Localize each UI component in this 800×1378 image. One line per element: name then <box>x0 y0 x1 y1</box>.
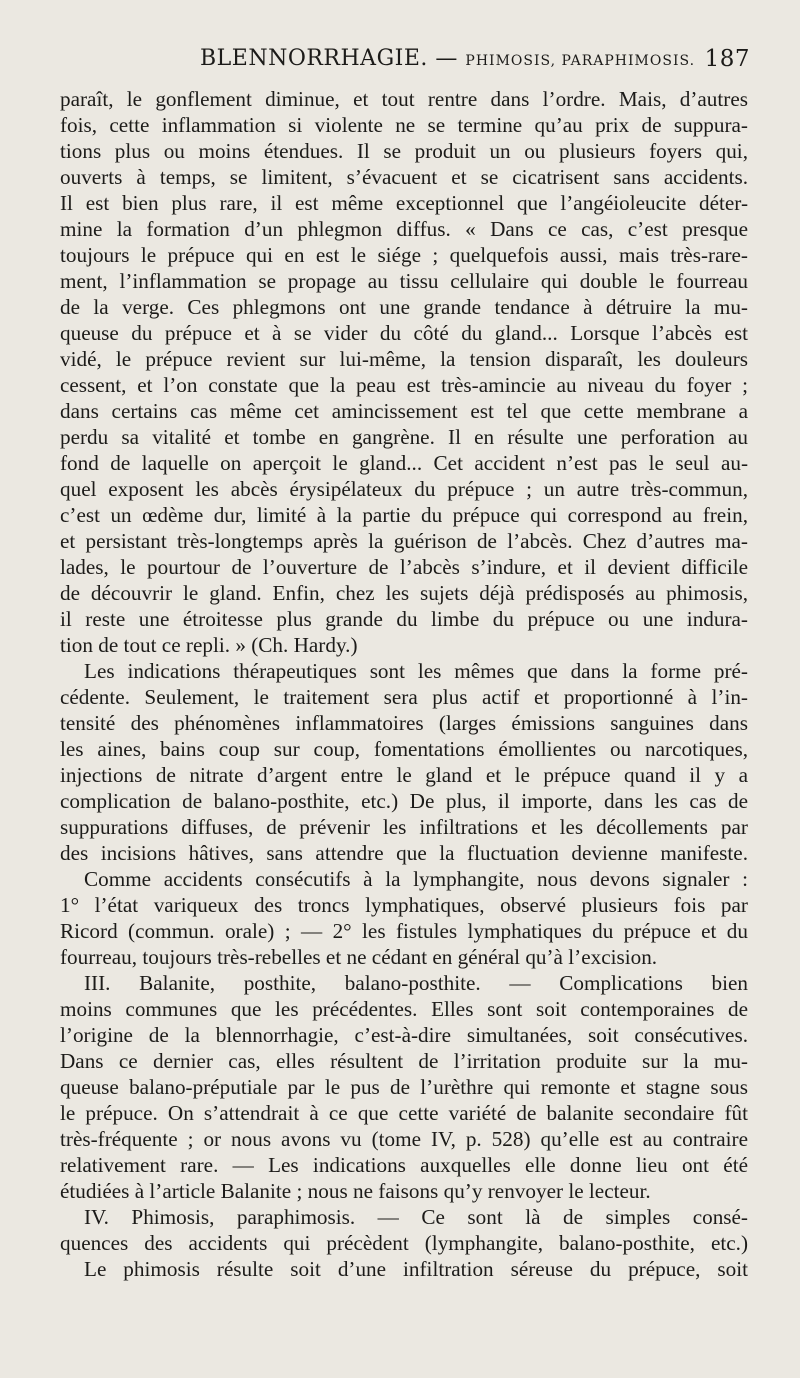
text-line: III. Balanite, posthite, balano-posthite. — Complications bien <box>84 971 748 995</box>
header-subtitle: PHIMOSIS, PARAPHIMOSIS. <box>465 53 696 69</box>
body-text <box>60 86 748 1282</box>
text-line: les aines, bains coup sur coup, fomentations émollientes ou narcotiques, <box>60 737 748 761</box>
text-line: de la verge. Ces phlegmons ont une grande tendance à détruire la mu- <box>60 295 748 319</box>
text-line: lades, le pourtour de l’ouverture de l’abcès s’indure, et il devient difficile <box>60 555 748 579</box>
header-dash: — <box>435 46 458 71</box>
text-line: cessent, et l’on constate que la peau est très-amincie au niveau du foyer ; <box>60 373 748 397</box>
text-line: ment, l’inflammation se propage au tissu cellulaire qui double le fourreau <box>60 269 748 293</box>
header-title: BLENNORRHAGIE. <box>200 46 428 71</box>
page-number: 187 <box>704 46 750 72</box>
text-line: dans certains cas même cet amincissement est tel que cette membrane a <box>60 399 748 423</box>
running-header <box>60 46 750 78</box>
text-line: injections de nitrate d’argent entre le gland et le prépuce quand il y a <box>60 763 748 787</box>
text-line: tions plus ou moins étendues. Il se produit un ou plusieurs foyers qui, <box>60 139 748 163</box>
text-line: toujours le prépuce qui en est le siége ; quelquefois aussi, mais très-rare- <box>60 243 748 267</box>
text-line: mine la formation d’un phlegmon diffus. « Dans ce cas, c’est presque <box>60 217 748 241</box>
text-line: Il est bien plus rare, il est même exceptionnel que l’angéioleucite déter- <box>60 191 748 215</box>
text-line: cédente. Seulement, le traitement sera plus actif et proportionné à l’in- <box>60 685 748 709</box>
text-line: il reste une étroitesse plus grande du limbe du prépuce ou une indura- <box>60 607 748 631</box>
text-line: tion de tout ce repli. » (Ch. Hardy.) <box>60 633 358 657</box>
text-line: perdu sa vitalité et tombe en gangrène. Il en résulte une perforation au <box>60 425 748 449</box>
text-line: complication de balano-posthite, etc.) De plus, il importe, dans les cas de <box>60 789 748 813</box>
text-line: fond de laquelle on aperçoit le gland... Cet accident n’est pas le seul au- <box>60 451 748 475</box>
text-line: queuse du prépuce et à se vider du côté du gland... Lorsque l’abcès est <box>60 321 748 345</box>
text-line: tensité des phénomènes inflammatoires (larges émissions sanguines dans <box>60 711 748 735</box>
text-line: de découvrir le gland. Enfin, chez les sujets déjà prédisposés au phimosis, <box>60 581 748 605</box>
text-line: le prépuce. On s’attendrait à ce que cette variété de balanite secondaire fût <box>60 1101 748 1125</box>
header-title-group <box>200 46 695 71</box>
text-line: étudiées à l’article Balanite ; nous ne faisons qu’y renvoyer le lecteur. <box>60 1179 651 1203</box>
text-line: Ricord (commun. orale) ; — 2° les fistules lymphatiques du prépuce et du <box>60 919 748 943</box>
text-line: fois, cette inflammation si violente ne se termine qu’au prix de suppura- <box>60 113 748 137</box>
text-line: fourreau, toujours très-rebelles et ne cédant en général qu’à l’excision. <box>60 945 658 969</box>
text-line: relativement rare. — Les indications auxquelles elle donne lieu ont été <box>60 1153 748 1177</box>
text-line: quences des accidents qui précèdent (lymphangite, balano-posthite, etc.) <box>60 1231 748 1255</box>
text-line: queuse balano-préputiale par le pus de l’urèthre qui remonte et stagne sous <box>60 1075 748 1099</box>
text-line: Dans ce dernier cas, elles résultent de l’irritation produite sur la mu- <box>60 1049 748 1073</box>
text-line: ouverts à temps, se limitent, s’évacuent et se cicatrisent sans accidents. <box>60 165 748 189</box>
text-line: c’est un œdème dur, limité à la partie du prépuce qui correspond au frein, <box>60 503 748 527</box>
text-line: moins communes que les précédentes. Elles sont soit contemporaines de <box>60 997 748 1021</box>
text-line: très-fréquente ; or nous avons vu (tome IV, p. 528) qu’elle est au contraire <box>60 1127 748 1151</box>
text-line: vidé, le prépuce revient sur lui-même, la tension disparaît, les douleurs <box>60 347 748 371</box>
text-line: suppurations diffuses, de prévenir les infiltrations et les décollements par <box>60 815 748 839</box>
text-line: et persistant très-longtemps après la guérison de l’abcès. Chez d’autres ma- <box>60 529 748 553</box>
text-line: Comme accidents consécutifs à la lymphangite, nous devons signaler : <box>84 867 748 891</box>
text-line: des incisions hâtives, sans attendre que la fluctuation devienne manifeste. <box>60 841 748 865</box>
text-line: Les indications thérapeutiques sont les mêmes que dans la forme pré- <box>84 659 748 683</box>
text-line: IV. Phimosis, paraphimosis. — Ce sont là de simples consé- <box>84 1205 748 1229</box>
text-line: 1° l’état variqueux des troncs lymphatiques, observé plusieurs fois par <box>60 893 748 917</box>
text-line: paraît, le gonflement diminue, et tout rentre dans l’ordre. Mais, d’autres <box>60 87 748 111</box>
text-line: l’origine de la blennorrhagie, c’est-à-dire simultanées, soit consécutives. <box>60 1023 748 1047</box>
text-line: quel exposent les abcès érysipélateux du prépuce ; un autre très-commun, <box>60 477 748 501</box>
text-line: Le phimosis résulte soit d’une infiltration séreuse du prépuce, soit <box>84 1257 748 1281</box>
